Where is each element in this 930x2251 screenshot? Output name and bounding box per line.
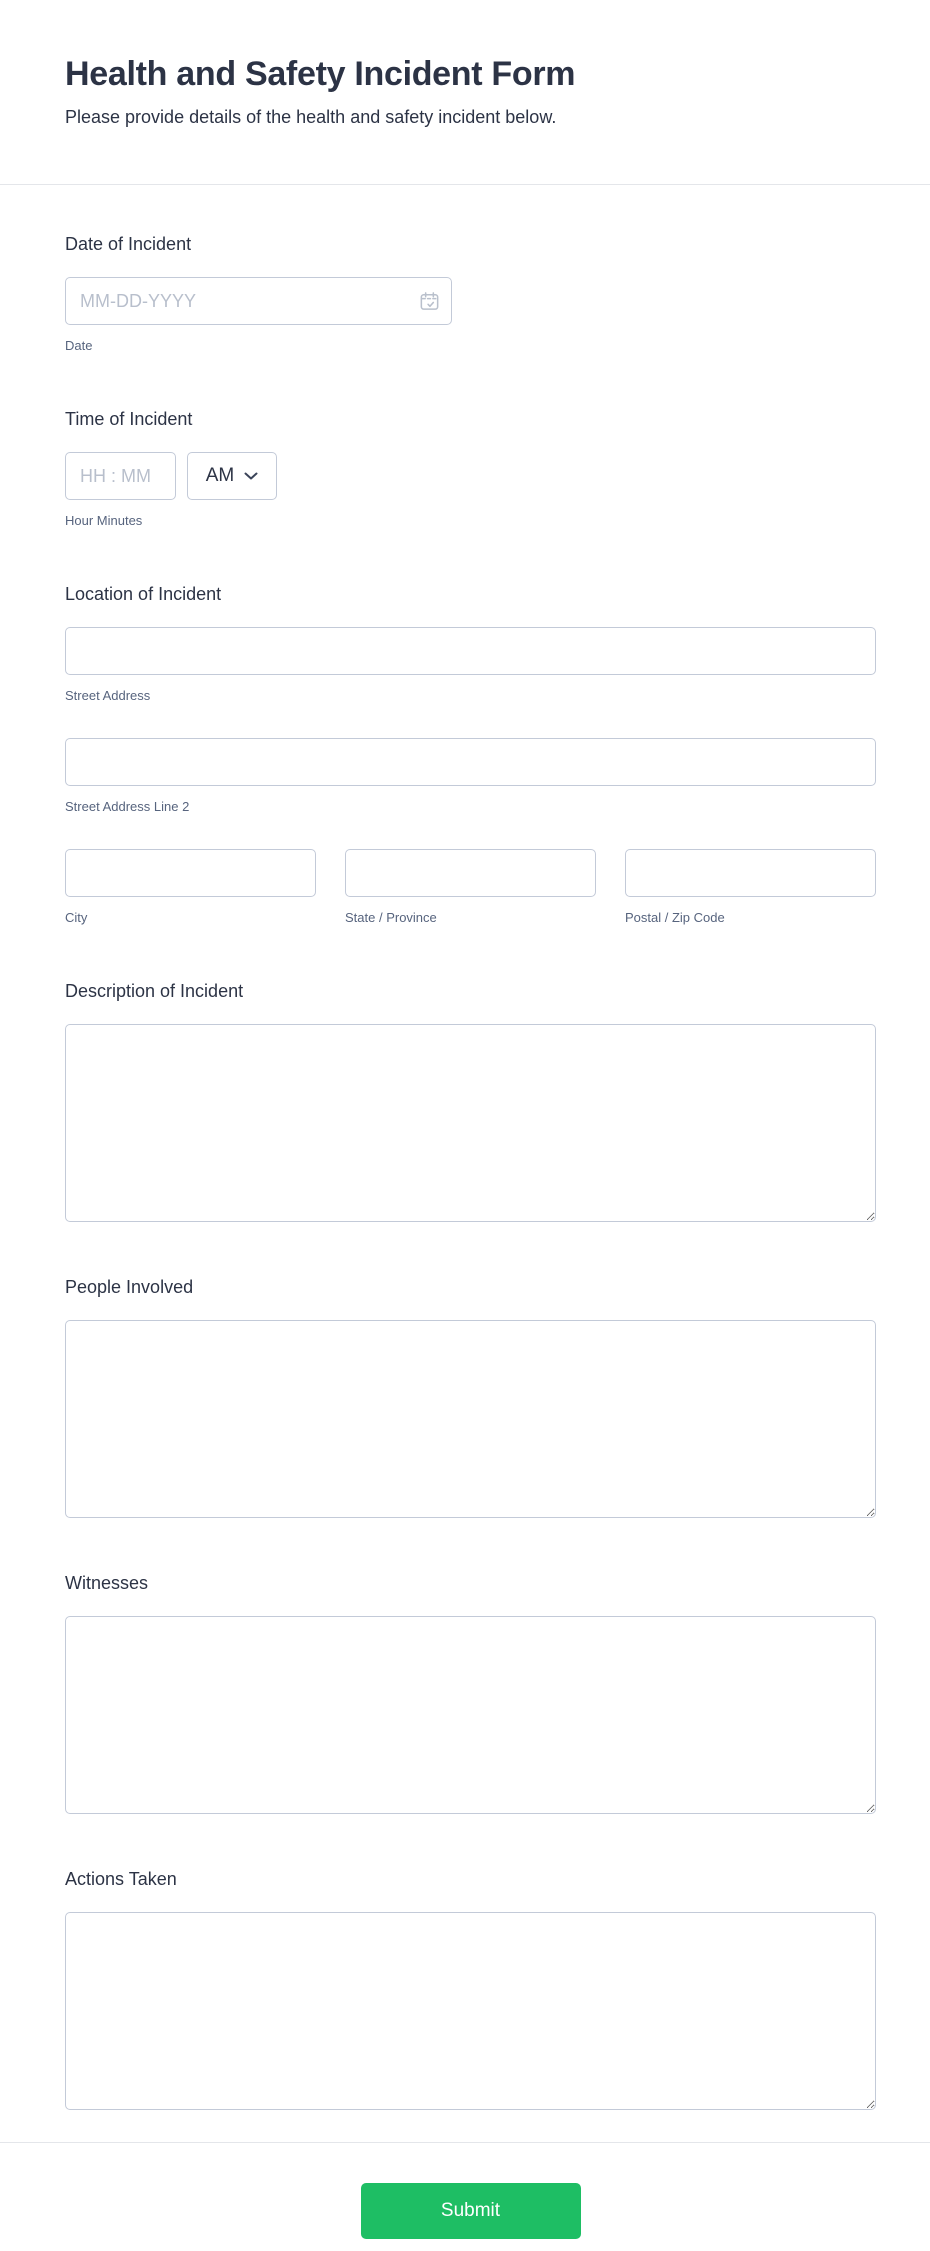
- people-involved-label: People Involved: [65, 1277, 194, 1297]
- page-subtitle: Please provide details of the health and safety incident below.: [65, 107, 557, 127]
- state-col: [345, 849, 596, 926]
- page-title: Health and Safety Incident Form: [65, 55, 576, 93]
- field-people-involved: [65, 1274, 876, 1518]
- street-address2-sublabel: Street Address Line 2: [65, 799, 190, 814]
- state-input[interactable]: [345, 849, 596, 897]
- time-row: [65, 452, 876, 500]
- ampm-selected-value: AM: [205, 465, 235, 486]
- street-address-sublabel: Street Address: [65, 688, 151, 703]
- street-address2-wrap: [65, 738, 876, 815]
- witnesses-label: Witnesses: [65, 1573, 149, 1593]
- city-sublabel: City: [65, 910, 88, 925]
- description-label: Description of Incident: [65, 981, 244, 1001]
- calendar-icon[interactable]: [418, 290, 441, 313]
- submit-button[interactable]: Submit: [361, 2183, 581, 2239]
- city-col: [65, 849, 316, 926]
- street-address-input[interactable]: [65, 627, 876, 675]
- time-label: Time of Incident: [65, 409, 193, 429]
- actions-taken-label: Actions Taken: [65, 1869, 177, 1889]
- state-sublabel: State / Province: [345, 910, 437, 925]
- date-input-wrap: [65, 277, 452, 325]
- field-time-of-incident: [65, 406, 876, 529]
- location-label: Location of Incident: [65, 584, 222, 604]
- field-actions-taken: [65, 1866, 876, 2110]
- street-address2-input[interactable]: [65, 738, 876, 786]
- chevron-down-icon: [244, 472, 258, 481]
- form-footer: [0, 2143, 930, 2239]
- postal-input[interactable]: [625, 849, 876, 897]
- city-state-zip-row: [65, 849, 876, 926]
- city-input[interactable]: [65, 849, 316, 897]
- description-textarea[interactable]: [65, 1024, 876, 1222]
- postal-col: [625, 849, 876, 926]
- people-involved-textarea[interactable]: [65, 1320, 876, 1518]
- actions-taken-textarea[interactable]: [65, 1912, 876, 2110]
- postal-sublabel: Postal / Zip Code: [625, 910, 725, 925]
- street-address-wrap: [65, 627, 876, 704]
- field-location-of-incident: [65, 581, 876, 926]
- ampm-select[interactable]: [187, 452, 277, 500]
- time-sublabel: Hour Minutes: [65, 513, 143, 528]
- form-header: [0, 0, 930, 130]
- field-date-of-incident: [65, 231, 876, 354]
- witnesses-textarea[interactable]: [65, 1616, 876, 1814]
- date-input[interactable]: [65, 277, 452, 325]
- date-label: Date of Incident: [65, 234, 192, 254]
- hour-minutes-input[interactable]: [65, 452, 176, 500]
- field-description-of-incident: [65, 978, 876, 1222]
- form-body: [0, 185, 930, 2110]
- date-sublabel: Date: [65, 338, 93, 353]
- field-witnesses: [65, 1570, 876, 1814]
